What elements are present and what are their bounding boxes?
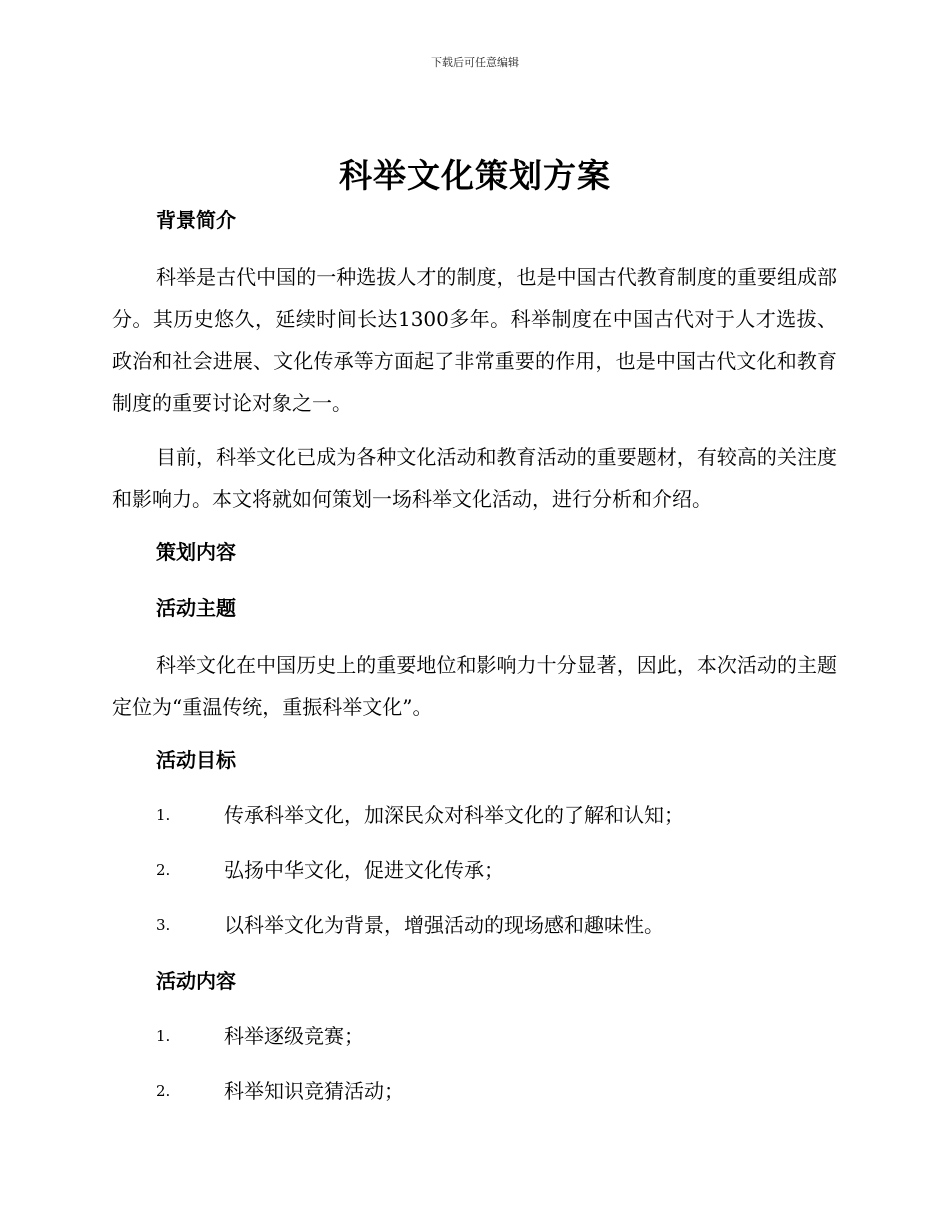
list-item (112, 1017, 837, 1072)
background-paragraph-1: 科举是古代中国的一种选拔人才的制度，也是中国古代教育制度的重要组成部分。其历史悠久，延续时间长达1300多年。科举制度在中国古代对于人才选拔、政治和社会进展、文化传承等方面起了非常重要的作用，也是中国古代文化和教育制度的重要讨论对象之一。 (112, 265, 837, 415)
list-item-text: 科举知识竞猜活动； (224, 1079, 404, 1103)
content-list (112, 1017, 837, 1127)
list-item (112, 851, 837, 906)
list-item (112, 1072, 837, 1127)
section-heading-background: 背景简介 (156, 208, 236, 232)
list-item-text: 科举逐级竞赛； (224, 1024, 364, 1048)
list-item-text: 传承科举文化，加深民众对科举文化的了解和认知； (224, 803, 684, 827)
theme-paragraph: 科举文化在中国历史上的重要地位和影响力十分显著，因此，本次活动的主题定位为“重温传统，重振科举文化”。 (112, 653, 837, 719)
list-item-number: 1. (156, 806, 171, 824)
list-item (112, 906, 837, 961)
list-item-number: 2. (156, 1082, 171, 1100)
list-item-text: 以科举文化为背景，增强活动的现场感和趣味性。 (224, 913, 664, 937)
section-heading-theme: 活动主题 (156, 596, 236, 620)
document-body (112, 200, 837, 1127)
section-heading-goals: 活动目标 (156, 748, 236, 772)
list-item-text: 弘扬中华文化，促进文化传承； (224, 858, 504, 882)
list-item (112, 796, 837, 851)
list-item-number: 3. (156, 916, 171, 934)
list-item-number: 1. (156, 1027, 171, 1045)
list-item-number: 2. (156, 861, 171, 879)
section-heading-plan: 策划内容 (156, 540, 236, 564)
background-paragraph-2: 目前，科举文化已成为各种文化活动和教育活动的重要题材，有较高的关注度和影响力。本文将就如何策划一场科举文化活动，进行分析和介绍。 (112, 445, 837, 511)
document-title: 科举文化策划方案 (339, 156, 611, 195)
goals-list (112, 796, 837, 961)
header-note: 下载后可任意编辑 (431, 56, 519, 69)
section-heading-content: 活动内容 (156, 969, 236, 993)
